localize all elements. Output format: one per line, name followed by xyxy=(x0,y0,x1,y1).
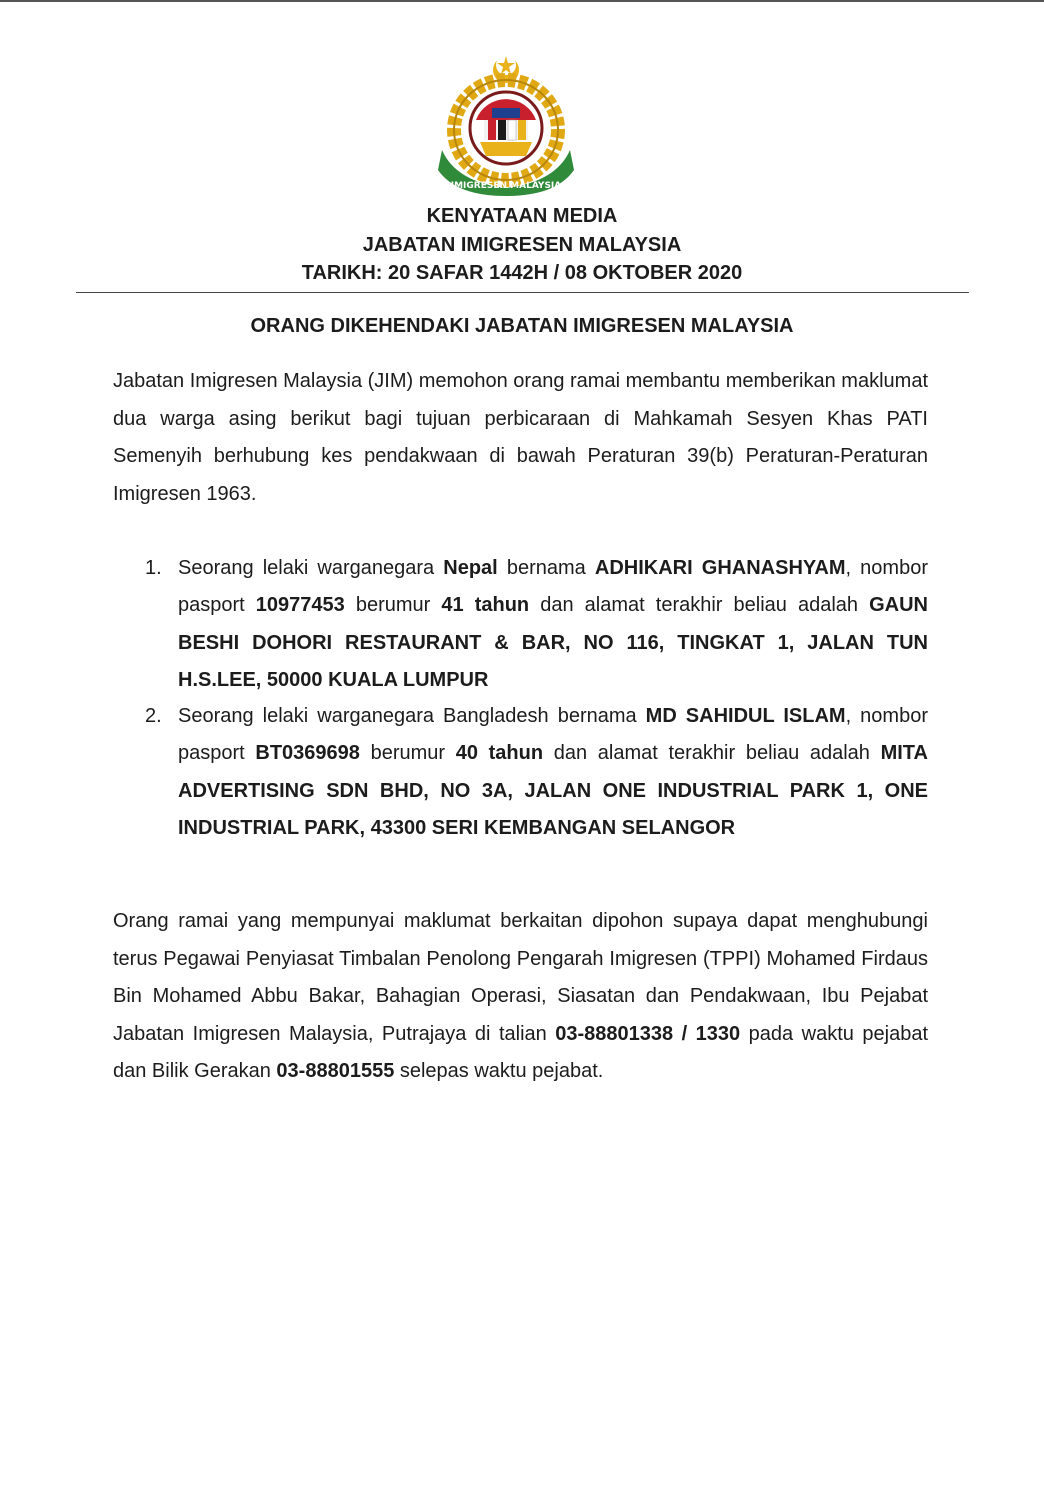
closing-paragraph: Orang ramai yang mempunyai maklumat berkaitan dipohon supaya dapat menghubungi terus Pegawai Penyiasat Timbalan Penolong Pengarah Imigresen (TPPI) Mohamed Firdaus Bin Mohamed Abbu Bakar, Bahagian Operasi, Siasatan dan Pendakwaan, Ibu Pejabat Jabatan Imigresen Malaysia, Putrajaya di talian 03-88801338 / 1330 pada waktu pejabat dan Bilik Gerakan 03-88801555 selepas waktu pejabat. xyxy=(113,910,929,1082)
intro-paragraph: Jabatan Imigresen Malaysia (JIM) memohon orang ramai membantu memberikan maklumat dua warga asing berikut bagi tujuan perbicaraan di Mahkamah Sesyen Khas PATI Semenyih berhubung kes pendakwaan di bawah Peraturan 39(b) Peraturan-Peraturan Imigresen 1963. xyxy=(113,370,928,505)
header-divider xyxy=(76,292,969,293)
document-title: ORANG DIKEHENDAKI JABATAN IMIGRESEN MALAYSIA xyxy=(250,315,794,337)
nationality: Nepal xyxy=(443,557,498,579)
person-name: ADHIKARI GHANASHYAM xyxy=(594,557,846,579)
phone-office: 03-88801338 / 1330 xyxy=(555,1022,741,1045)
top-border xyxy=(0,0,1044,2)
phone-operations-room: 03-88801555 xyxy=(276,1060,395,1082)
age: 41 tahun xyxy=(441,594,530,617)
person-name: MD SAHIDUL ISLAM xyxy=(645,705,846,727)
header-line-2: JABATAN IMIGRESEN MALAYSIA xyxy=(362,233,682,256)
age: 40 tahun xyxy=(455,742,544,765)
address: MITA ADVERTISING SDN BHD, NO 3A, JALAN ONE INDUSTRIAL PARK 1, ONE INDUSTRIAL PARK, 43300 SERI KEMBANGAN SELANGOR xyxy=(178,742,928,839)
header-date: TARIKH: 20 SAFAR 1442H / 08 OKTOBER 2020 xyxy=(301,262,743,284)
immigration-crest-icon xyxy=(436,50,576,196)
header-line-1: KENYATAAN MEDIA xyxy=(426,205,618,227)
crest-ribbon-text: IMIGRESEN MALAYSIA xyxy=(450,181,562,191)
list-item-1: Seorang lelaki warganegara Nepal bernama ADHIKARI GHANASHYAM, nombor pasport 10977453 berumur 41 tahun dan alamat terakhir beliau adalah GAUN BESHI DOHORI RESTAURANT & BAR, NO 116, TINGKAT 1, JALAN TUN H.S.LEE, 50000 KUALA LUMPUR xyxy=(178,557,928,691)
press-header xyxy=(0,202,1044,288)
list-number: 2. xyxy=(145,705,162,727)
list-item-2: Seorang lelaki warganegara Bangladesh bernama MD SAHIDUL ISLAM, nombor pasport BT0369698 berumur 40 tahun dan alamat terakhir beliau adalah MITA ADVERTISING SDN BHD, NO 3A, JALAN ONE INDUSTRIAL PARK 1, ONE INDUSTRIAL PARK, 43300 SERI KEMBANGAN SELANGOR xyxy=(178,705,928,839)
passport-number: BT0369698 xyxy=(255,742,360,765)
passport-number: 10977453 xyxy=(255,594,345,617)
address: GAUN BESHI DOHORI RESTAURANT & BAR, NO 116, TINGKAT 1, JALAN TUN H.S.LEE, 50000 KUALA LUMPUR xyxy=(178,594,928,691)
list-number: 1. xyxy=(145,557,162,579)
